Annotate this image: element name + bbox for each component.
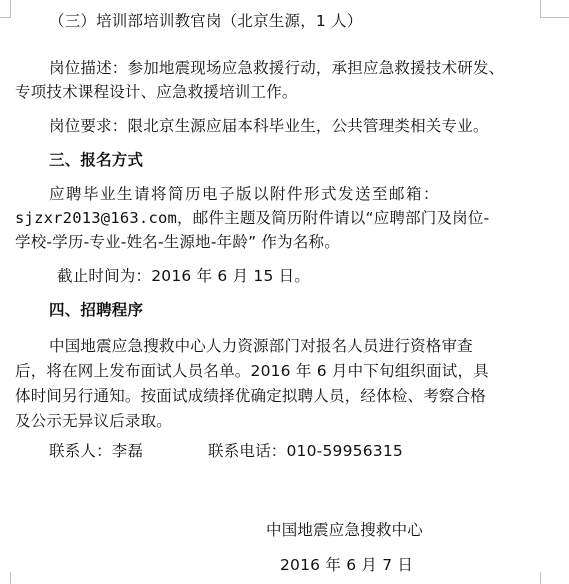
bottom-right-margin-mark bbox=[540, 572, 541, 584]
contact-phone: 联系电话：010-59956315 bbox=[208, 442, 403, 460]
contact-person: 联系人：李磊 bbox=[49, 442, 144, 460]
top-right-margin-mark-horizontal bbox=[540, 17, 569, 18]
position-description-line-2: 专项技术课程设计、应急救援培训工作。 bbox=[15, 83, 298, 101]
recruitment-procedure-line-3: 体时间另行通知。按面试成绩择优确定拟聘人员，经体检、考察合格 bbox=[15, 387, 487, 405]
position-description-line-1: 岗位描述：参加地震现场应急救援行动，承担应急救援技术研发、 bbox=[49, 59, 505, 77]
application-method-line-1: 应聘毕业生请将简历电子版以附件形式发送至邮箱： bbox=[49, 185, 441, 203]
top-left-margin-mark-vertical bbox=[10, 0, 11, 18]
top-right-margin-mark-vertical bbox=[540, 0, 541, 18]
application-method-heading: 三、报名方式 bbox=[49, 151, 144, 169]
signature-date: 2016 年 6 月 7 日 bbox=[280, 556, 414, 574]
application-deadline: 截止时间为：2016 年 6 月 15 日。 bbox=[57, 267, 311, 285]
application-method-line-3: 学校-学历-专业-姓名-生源地-年龄” 作为名称。 bbox=[15, 233, 340, 251]
top-left-margin-mark-horizontal bbox=[0, 17, 11, 18]
position-heading: （三）培训部培训教官岗（北京生源，1 人） bbox=[49, 12, 363, 30]
recruitment-procedure-line-4: 及公示无异议后录取。 bbox=[15, 412, 173, 430]
recruitment-procedure-line-1: 中国地震应急搜救中心人力资源部门对报名人员进行资格审查 bbox=[49, 337, 473, 355]
signature-organization: 中国地震应急搜救中心 bbox=[266, 521, 424, 539]
position-requirement: 岗位要求：限北京生源应届本科毕业生，公共管理类相关专业。 bbox=[49, 117, 489, 135]
application-method-line-2 bbox=[15, 208, 489, 228]
application-email: sjzxr2013@163.com bbox=[15, 209, 178, 227]
recruitment-procedure-line-2: 后，将在网上发布面试人员名单。2016 年 6 月中下旬组织面试，具 bbox=[15, 362, 489, 380]
recruitment-procedure-heading: 四、招聘程序 bbox=[49, 301, 144, 319]
application-email-instruction: ，邮件主题及简历附件请以“应聘部门及岗位- bbox=[177, 209, 490, 227]
bottom-left-margin-mark bbox=[10, 572, 11, 584]
